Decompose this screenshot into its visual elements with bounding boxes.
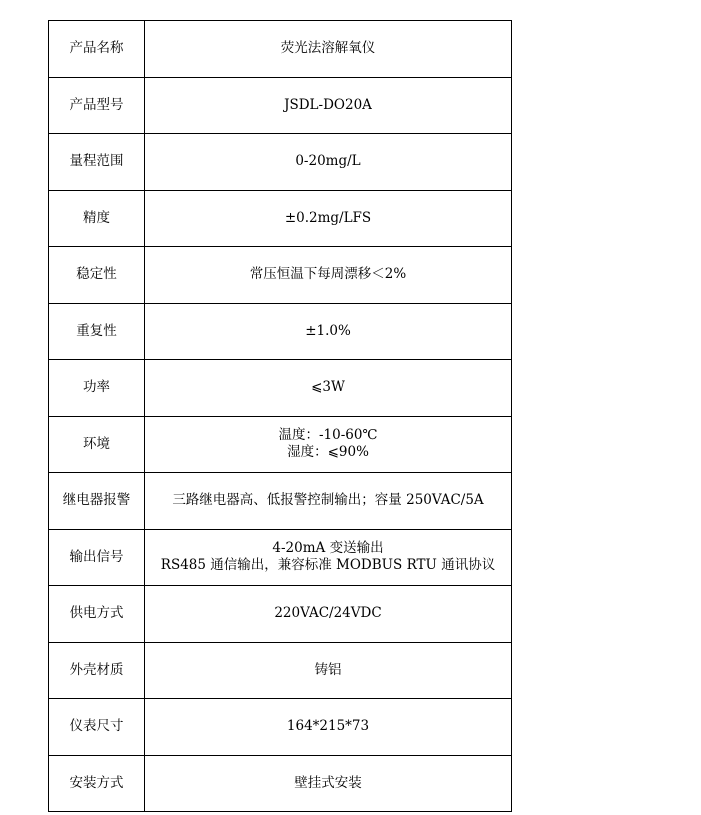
table-row [49, 586, 512, 643]
row-label: 量程范围 [49, 134, 145, 191]
table-row [49, 416, 512, 473]
table-row [49, 21, 512, 78]
row-label: 重复性 [49, 303, 145, 360]
value-line: ⩽3W [311, 379, 345, 396]
row-label: 外壳材质 [49, 642, 145, 699]
row-label: 仪表尺寸 [49, 699, 145, 756]
row-value [145, 190, 512, 247]
table-row [49, 134, 512, 191]
value-line: RS485 通信输出，兼容标准 MODBUS RTU 通讯协议 [160, 557, 496, 574]
value-line: 常压恒温下每周漂移＜2% [249, 266, 407, 283]
value-line: 164*215*73 [286, 718, 370, 735]
value-line: ±0.2mg/LFS [284, 209, 372, 226]
value-line: 220VAC/24VDC [274, 605, 382, 622]
row-value [145, 21, 512, 78]
table-row [49, 699, 512, 756]
row-value [145, 473, 512, 530]
row-value [145, 755, 512, 812]
row-label: 环境 [49, 416, 145, 473]
value-line: 0-20mg/L [295, 153, 361, 170]
table-row [49, 642, 512, 699]
row-value [145, 699, 512, 756]
table-row [49, 529, 512, 586]
value-line: JSDL-DO20A [284, 96, 372, 113]
spec-table [48, 20, 512, 812]
table-row [49, 247, 512, 304]
table-row [49, 755, 512, 812]
row-label: 安装方式 [49, 755, 145, 812]
table-row [49, 360, 512, 417]
value-line: 三路继电器高、低报警控制输出；容量 250VAC/5A [172, 492, 484, 509]
row-value [145, 416, 512, 473]
value-line: 4-20mA 变送输出 [272, 540, 384, 557]
row-label: 输出信号 [49, 529, 145, 586]
row-label: 继电器报警 [49, 473, 145, 530]
row-label: 功率 [49, 360, 145, 417]
row-value [145, 77, 512, 134]
table-row [49, 190, 512, 247]
value-line: 荧光法溶解氧仪 [280, 40, 376, 57]
table-row [49, 473, 512, 530]
value-line: ±1.0% [305, 322, 351, 339]
row-value [145, 247, 512, 304]
row-value [145, 134, 512, 191]
value-line: 壁挂式安装 [294, 774, 362, 791]
value-line: 温度：-10-60℃ [278, 427, 378, 444]
row-value [145, 360, 512, 417]
row-value [145, 642, 512, 699]
row-label: 产品名称 [49, 21, 145, 78]
table-row [49, 77, 512, 134]
row-label: 产品型号 [49, 77, 145, 134]
row-value [145, 303, 512, 360]
value-line: 湿度：⩽90% [287, 444, 369, 461]
row-value [145, 586, 512, 643]
table-row [49, 303, 512, 360]
row-label: 稳定性 [49, 247, 145, 304]
row-label: 精度 [49, 190, 145, 247]
value-line: 铸铝 [314, 661, 342, 678]
row-value [145, 529, 512, 586]
row-label: 供电方式 [49, 586, 145, 643]
